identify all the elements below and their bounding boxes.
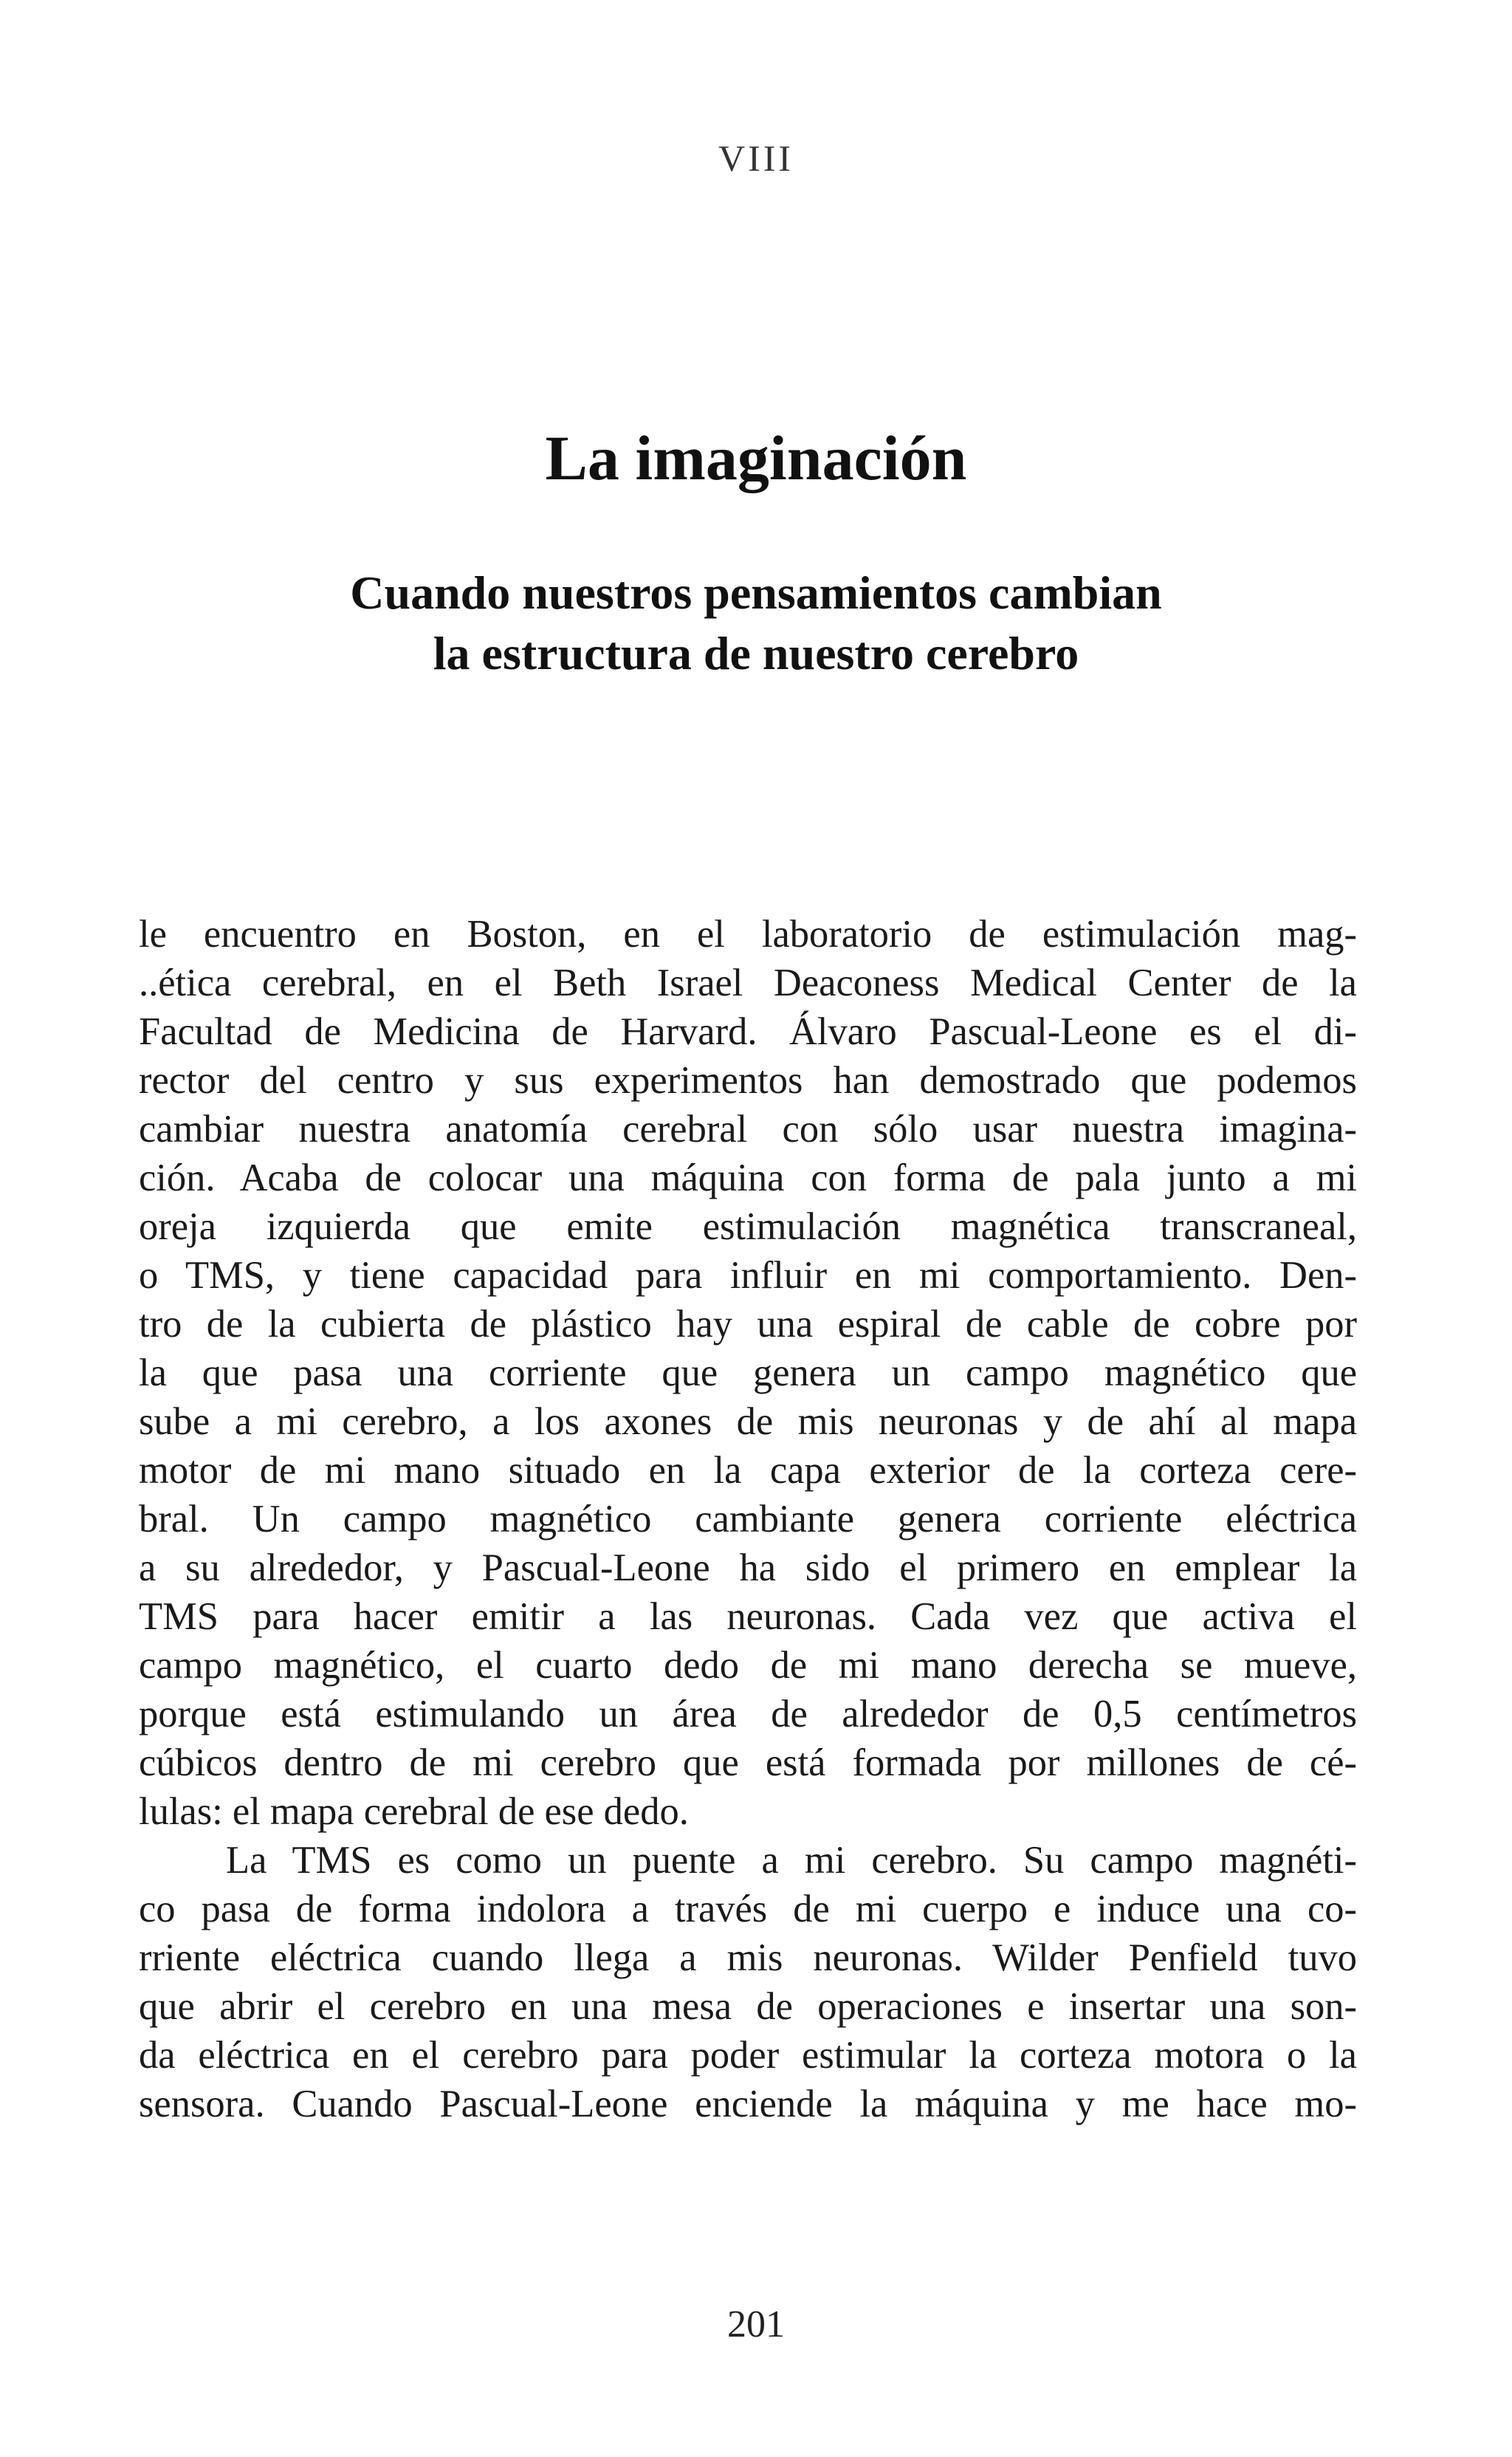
text-line: rector del centro y sus experimentos han demostrado que podemos — [139, 1059, 1357, 1102]
text-line: motor de mi mano situado en la capa exterior de la corteza cere- — [139, 1449, 1357, 1492]
text-line: La TMS es como un puente a mi cerebro. Su campo magnéti- — [226, 1839, 1357, 1882]
text-line: co pasa de forma indolora a través de mi cuerpo e induce una co- — [139, 1888, 1357, 1930]
text-line: la que pasa una corriente que genera un campo magnético que — [139, 1351, 1357, 1394]
paragraph-1 — [139, 910, 1357, 1836]
chapter-title: La imaginación — [545, 422, 967, 493]
text-line: sensora. Cuando Pascual-Leone enciende la máquina y me hace mo- — [139, 2083, 1357, 2125]
paragraph-2 — [139, 1836, 1357, 2128]
text-line: ción. Acaba de colocar una máquina con forma de pala junto a mi — [139, 1156, 1357, 1199]
chapter-subtitle — [0, 563, 1512, 684]
text-line: que abrir el cerebro en una mesa de operaciones e insertar una son- — [139, 1985, 1357, 2028]
text-line: le encuentro en Boston, en el laboratorio de estimulación mag- — [139, 913, 1357, 956]
text-line: Facultad de Medicina de Harvard. Álvaro Pascual-Leone es el di- — [139, 1010, 1357, 1053]
text-line: sube a mi cerebro, a los axones de mis neuronas y de ahí al mapa — [139, 1400, 1357, 1443]
text-line: campo magnético, el cuarto dedo de mi mano derecha se mueve, — [139, 1644, 1357, 1687]
text-line: a su alrededor, y Pascual-Leone ha sido el primero en emplear la — [139, 1546, 1357, 1589]
text-line: o TMS, y tiene capacidad para influir en mi comportamiento. Den- — [139, 1254, 1357, 1297]
text-line: cambiar nuestra anatomía cerebral con sólo usar nuestra imagina- — [139, 1108, 1357, 1151]
chapter-subtitle-line: la estructura de nuestro cerebro — [433, 627, 1079, 679]
text-line: TMS para hacer emitir a las neuronas. Cada vez que activa el — [139, 1595, 1357, 1638]
text-line: ..ética cerebral, en el Beth Israel Deaconess Medical Center de la — [139, 962, 1357, 1004]
chapter-subtitle-line: Cuando nuestros pensamientos cambian — [350, 566, 1162, 619]
body-text — [139, 910, 1357, 2128]
text-line: da eléctrica en el cerebro para poder estimular la corteza motora o la — [139, 2034, 1357, 2077]
text-line: cúbicos dentro de mi cerebro que está formada por millones de cé- — [139, 1741, 1357, 1784]
text-line: lulas: el mapa cerebral de ese dedo. — [139, 1790, 689, 1833]
text-line: porque está estimulando un área de alrededor de 0,5 centímetros — [139, 1693, 1357, 1735]
chapter-number: VIII — [718, 137, 794, 179]
page-number: 201 — [727, 2303, 785, 2345]
text-line: tro de la cubierta de plástico hay una espiral de cable de cobre por — [139, 1303, 1357, 1346]
text-line: oreja izquierda que emite estimulación magnética transcraneal, — [139, 1205, 1357, 1248]
text-line: bral. Un campo magnético cambiante genera corriente eléctrica — [139, 1498, 1357, 1541]
text-line: rriente eléctrica cuando llega a mis neuronas. Wilder Penfield tuvo — [139, 1936, 1357, 1979]
